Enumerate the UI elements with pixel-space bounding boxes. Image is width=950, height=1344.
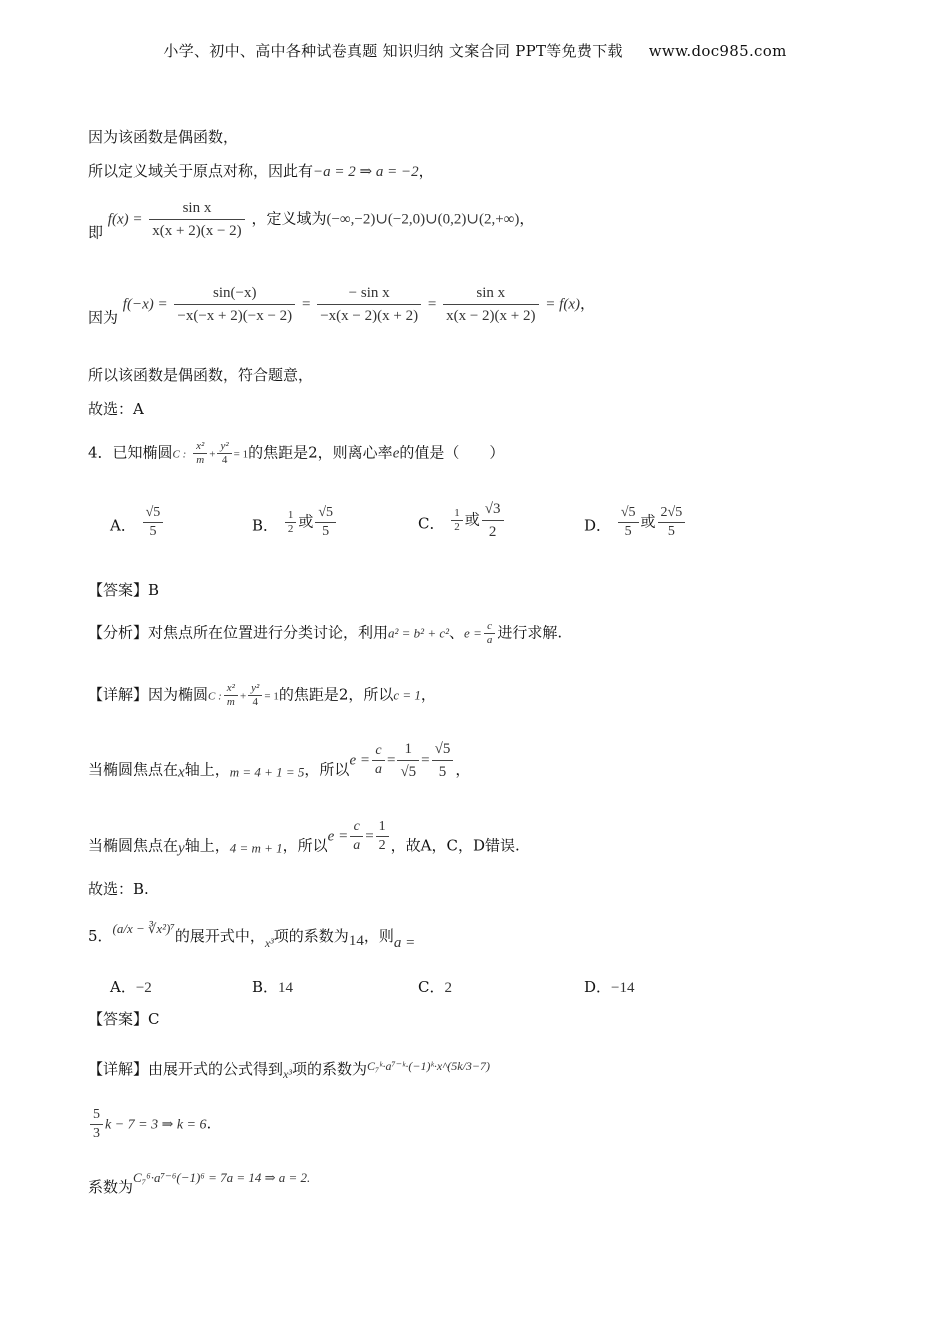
option-4-d[interactable]: D． $\frac{√5}{5}$ 或 $\frac{2√5}{5}$	[584, 504, 687, 541]
coefficient-5: 系数为C₇⁶·a⁷⁻⁶(−1)⁶ = 7a = 14 ⇒ a = 2.	[88, 1170, 311, 1196]
line-domain-symmetric: 所以定义域关于原点对称，因此有−a = 2 ⇒ a = −2，	[88, 162, 434, 180]
line-even-function: 因为该函数是偶函数，	[88, 128, 239, 146]
x-axis-case: 当椭圆焦点在x轴上，m = 4 + 1 = 5，所以e = $\frac{c}{a}$ = $\frac{1}{√5}$ = $\frac{√5}{5}$ ，	[88, 738, 470, 783]
math-coefficient: C₇⁶·a⁷⁻⁶(−1)⁶ = 7a = 14 ⇒ a = 2.	[133, 1170, 311, 1185]
option-4-a[interactable]: A． $\frac{√5}{5}$	[110, 504, 165, 541]
fraction-fx: $\frac{\text{sin x}}{x(x + 2)(x - 2)}$	[149, 197, 244, 242]
line-conclusion: 所以该函数是偶函数，符合题意，	[88, 366, 314, 384]
page-header	[0, 40, 950, 61]
selection-4: 故选：B.	[88, 880, 149, 898]
line-f-minus-x: 因为 f(−x) = $\frac{\sin(-x)}{-x(-x + 2)(-x - 2)}$ = $\frac{\text{− sin x}}{-x(x - 2)(x + 2)}$ = $\frac{\text{sin x}}{x(x - 2)(x + 2)}$ = f(x)，	[88, 282, 595, 327]
math-a-value: −a = 2 ⇒ a = −2	[313, 164, 419, 180]
option-5-c[interactable]: C．2	[418, 978, 452, 996]
math-domain: (−∞,−2)∪(−2,0)∪(0,2)∪(2,+∞)	[326, 211, 520, 228]
fraction-3: $\frac{\text{sin x}}{x(x - 2)(x + 2)}$	[443, 282, 538, 327]
fraction-2: $\frac{\text{− sin x}}{-x(x - 2)(x + 2)}$	[317, 282, 421, 327]
fraction-1: $\frac{\sin(-x)}{-x(-x + 2)(-x - 2)}$	[174, 282, 295, 327]
detail-4: 【详解】因为椭圆C : $\frac{\text{x²}}{m}$ + $\frac{\text{y²}}{4}$ = 1的焦距是2，所以c = 1，	[88, 682, 436, 708]
question-4: 4．已知椭圆C : $\frac{\text{x²}}{m}$ + $\frac{\text{y²}}{4}$ = 1的焦距是2，则离心率e的值是（ ）	[88, 440, 505, 466]
detail-5: 【详解】由展开式的公式得到$_{x^3}$项的系数为$^{C_7ᵏ\cdot a^{7-}ᵏ\cdot(-1)ᵏ\cdot x\^{}(5k/3-7)}$	[88, 1059, 491, 1081]
header-text: 小学、初中、高中各种试卷真题 知识归纳 文案合同 PPT等免费下载	[163, 42, 623, 60]
option-4-c[interactable]: C． $\frac{1}{2}$ 或 $\frac{√3}{2}$	[418, 498, 506, 543]
option-5-b[interactable]: B．14	[252, 978, 294, 996]
answer-5: 【答案】C	[88, 1010, 160, 1028]
question-5: 5．(a/x − ∛x²)⁷的展开式中，$_{x^3}$项的系数为14，则a =	[88, 921, 416, 951]
header-url[interactable]: www.doc985.com	[648, 42, 787, 60]
option-5-d[interactable]: D．−14	[584, 978, 635, 996]
line-choice-a: 故选：A	[88, 400, 144, 418]
math-general-term: C₇ᵏ·a⁷⁻ᵏ·(−1)ᵏ·x^(5k/3−7)	[366, 1059, 491, 1073]
equation-k: $\frac{5}{3}$ k − 7 = 3 ⇒ k = 6.	[88, 1106, 211, 1143]
math-binomial: (a/x − ∛x²)⁷	[112, 921, 175, 936]
line-function-def: 即 f(x) = $\frac{\text{sin x}}{x(x + 2)(x - 2)}$ ，定义域为(−∞,−2)∪(−2,0)∪(0,2)∪(2,+∞)，	[88, 197, 534, 242]
answer-4: 【答案】B	[88, 581, 160, 599]
analysis-4: 【分析】对焦点所在位置进行分类讨论，利用a² = b² + c²、e = $\frac{c}{a}$ 进行求解.	[88, 620, 563, 646]
y-axis-case: 当椭圆焦点在y轴上，4 = m + 1，所以e = $\frac{c}{a}$ = $\frac{1}{2}$ ，故A，C，D错误.	[88, 819, 520, 857]
option-4-b[interactable]: B． $\frac{1}{2}$ 或 $\frac{√5}{5}$	[252, 504, 338, 541]
option-5-a[interactable]: A．−2	[110, 978, 152, 996]
